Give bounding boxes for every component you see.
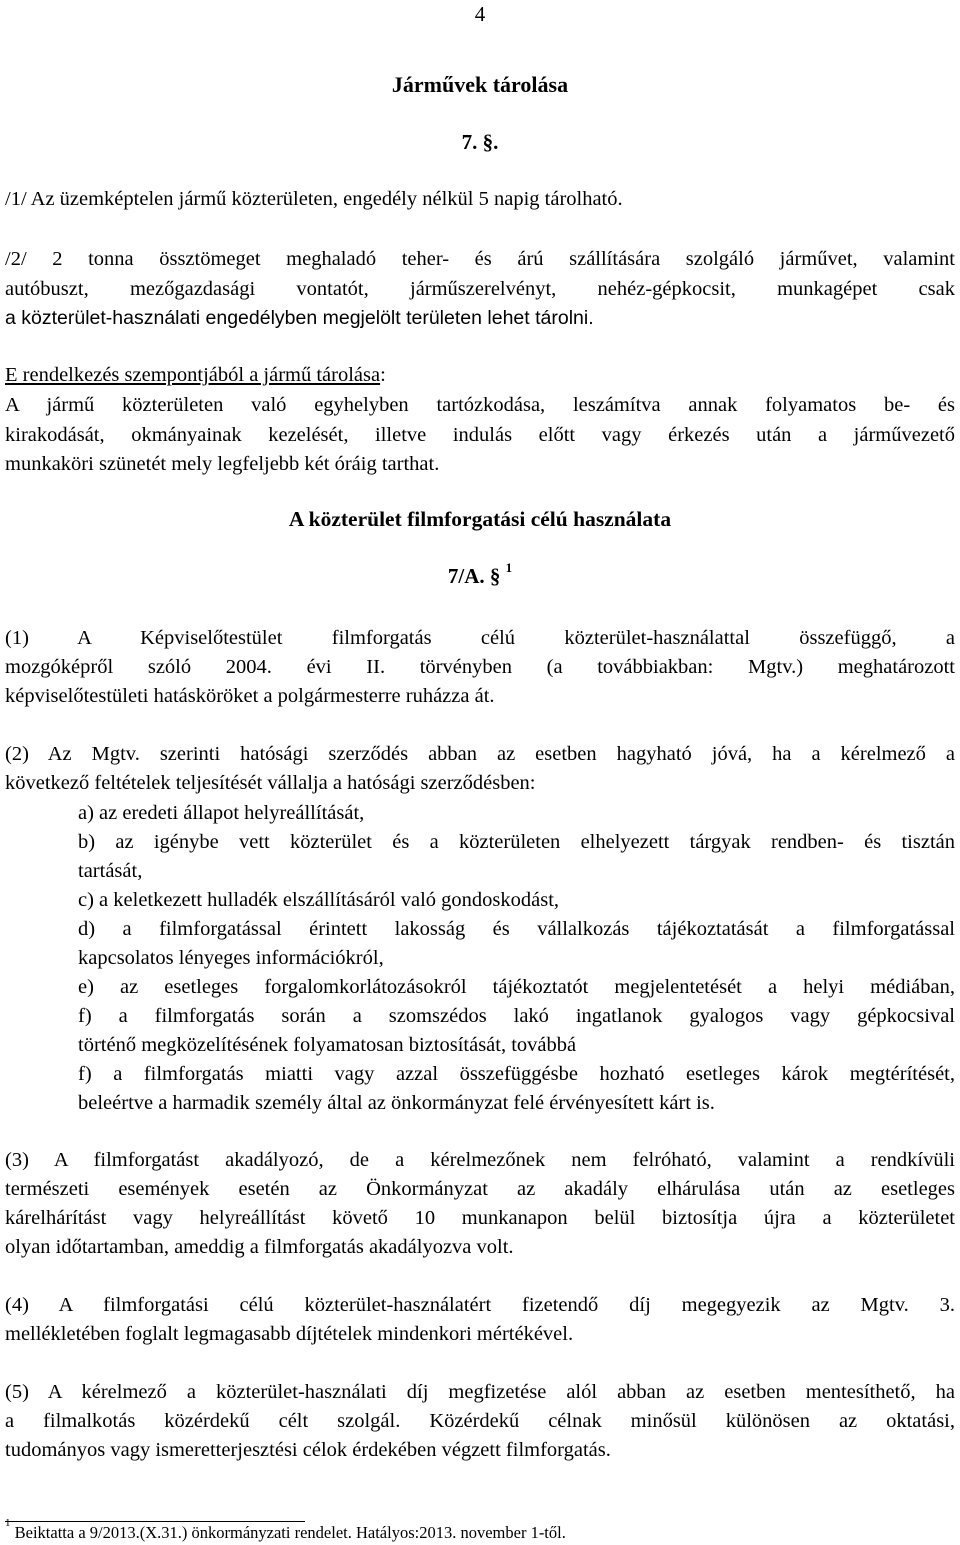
s2-p3-line-1: (3) A filmforgatást akadályozó, de a kérelmezőnek nem felróható, valamint a rendkívüli bbox=[5, 1149, 955, 1171]
definition-line-1: A jármű közterületen való egyhelyben tartózkodása, leszámítva annak folyamatos be- és bbox=[5, 394, 955, 416]
s2-p4-line-1: (4) A filmforgatási célú közterület-használatért fizetendő díj megegyezik az Mgtv. 3. bbox=[5, 1294, 955, 1316]
footnote-ref: 1 bbox=[505, 560, 513, 575]
s2-p2-line-1: (2) Az Mgtv. szerinti hatósági szerződés abban az esetben hagyható jóvá, ha a kérelmező a bbox=[5, 743, 955, 765]
s1-paragraph-2-line-2: autóbuszt, mezőgazdasági vontatót, járműszerelvényt, nehéz-gépkocsit, munkagépet csak bbox=[5, 278, 955, 300]
list-item-f1-cont: történő megközelítésének folyamatosan biztosítását, továbbá bbox=[78, 1034, 577, 1056]
s2-p3-line-3: kárelhárítást vagy helyreállítást követő 10 munkanapon belül biztosítja újra a közterületet bbox=[5, 1207, 955, 1229]
list-item-f2: f) a filmforgatás miatti vagy azzal összefüggésbe hozható esetleges károk megtérítését, bbox=[78, 1063, 955, 1085]
list-item-d: d) a filmforgatással érintett lakosság és vállalkozás tájékoztatását a filmforgatással bbox=[78, 918, 955, 940]
s2-p3-line-4: olyan időtartamban, ameddig a filmforgatás akadályozva volt. bbox=[5, 1236, 514, 1258]
paragraph-mark-7a-text: 7/A. § bbox=[447, 564, 501, 588]
definition-line-3: munkaköri szünetét mely legfeljebb két óráig tarthat. bbox=[5, 453, 440, 475]
s2-p1-line-1: (1) A Képviselőtestület filmforgatás célú közterület-használattal összefüggő, a bbox=[5, 627, 955, 649]
list-item-a: a) az eredeti állapot helyreállítását, bbox=[78, 802, 365, 824]
s2-p5-line-2: a filmalkotás közérdekű célt szolgál. Közérdekű célnak minősül különösen az oktatási, bbox=[5, 1410, 955, 1432]
list-item-b-cont: tartását, bbox=[78, 860, 143, 882]
paragraph-mark-7a bbox=[0, 560, 960, 589]
list-item-f2-cont: beleértve a harmadik személy által az önkormányzat felé érvényesített kárt is. bbox=[78, 1092, 715, 1114]
footnote bbox=[5, 1517, 566, 1543]
list-item-b: b) az igénybe vett közterület és a közterületen elhelyezett tárgyak rendben- és tisztán bbox=[78, 831, 955, 853]
s2-p3-line-2: természeti események esetén az Önkormányzat az akadály elhárulása után az esetleges bbox=[5, 1178, 955, 1200]
s2-p5-line-1: (5) A kérelmező a közterület-használati díj megfizetése alól abban az esetben mentesíthető, ha bbox=[5, 1381, 955, 1403]
section-title-film: A közterület filmforgatási célú használata bbox=[288, 507, 672, 531]
footnote-number: 1 bbox=[5, 1517, 11, 1529]
definition-title: E rendelkezés szempontjából a jármű tárolása bbox=[5, 364, 381, 386]
s1-paragraph-2-line-1: /2/ 2 tonna össztömeget meghaladó teher- és árú szállítására szolgáló járművet, valamint bbox=[5, 248, 955, 270]
definition-heading bbox=[5, 361, 386, 390]
s1-paragraph-1: /1/ Az üzemképtelen jármű közterületen, engedély nélkül 5 napig tárolható. bbox=[5, 188, 623, 210]
s2-p1-line-2: mozgóképről szóló 2004. évi II. törvényben (a továbbiakban: Mgtv.) meghatározott bbox=[5, 656, 955, 678]
s2-p5-line-3: tudományos vagy ismeretterjesztési célok érdekében végzett filmforgatás. bbox=[5, 1439, 611, 1461]
s2-p4-line-2: mellékletében foglalt legmagasabb díjtételek mindenkori mértékével. bbox=[5, 1323, 574, 1345]
list-item-f1: f) a filmforgatás során a szomszédos lakó ingatlanok gyalogos vagy gépkocsival bbox=[78, 1005, 955, 1027]
s1-paragraph-2-line-3: a közterület-használati engedélyben megjelölt területen lehet tárolni. bbox=[5, 307, 594, 329]
s2-p2-line-2: következő feltételek teljesítését vállalja a hatósági szerződésben: bbox=[5, 772, 536, 794]
footnote-separator bbox=[5, 1521, 305, 1522]
list-item-c: c) a keletkezett hulladék elszállításáról való gondoskodást, bbox=[78, 889, 560, 911]
page-number: 4 bbox=[474, 2, 486, 26]
list-item-d-cont: kapcsolatos lényeges információkról, bbox=[78, 947, 384, 969]
definition-colon: : bbox=[380, 364, 386, 386]
list-item-e: e) az esetleges forgalomkorlátozásokról tájékoztatót megjelentetését a helyi médiában, bbox=[78, 976, 955, 998]
definition-line-2: kirakodását, okmányainak kezelését, illetve indulás előtt vagy érkezés után a járművezető bbox=[5, 424, 955, 446]
s2-p1-line-3: képviselőtestületi hatásköröket a polgármesterre ruházza át. bbox=[5, 685, 495, 707]
footnote-text: Beiktatta a 9/2013.(X.31.) önkormányzati rendelet. Hatályos:2013. november 1-től. bbox=[10, 1523, 566, 1542]
paragraph-mark-7: 7. §. bbox=[461, 130, 499, 154]
section-title-vehicle-storage: Járművek tárolása bbox=[391, 72, 569, 97]
